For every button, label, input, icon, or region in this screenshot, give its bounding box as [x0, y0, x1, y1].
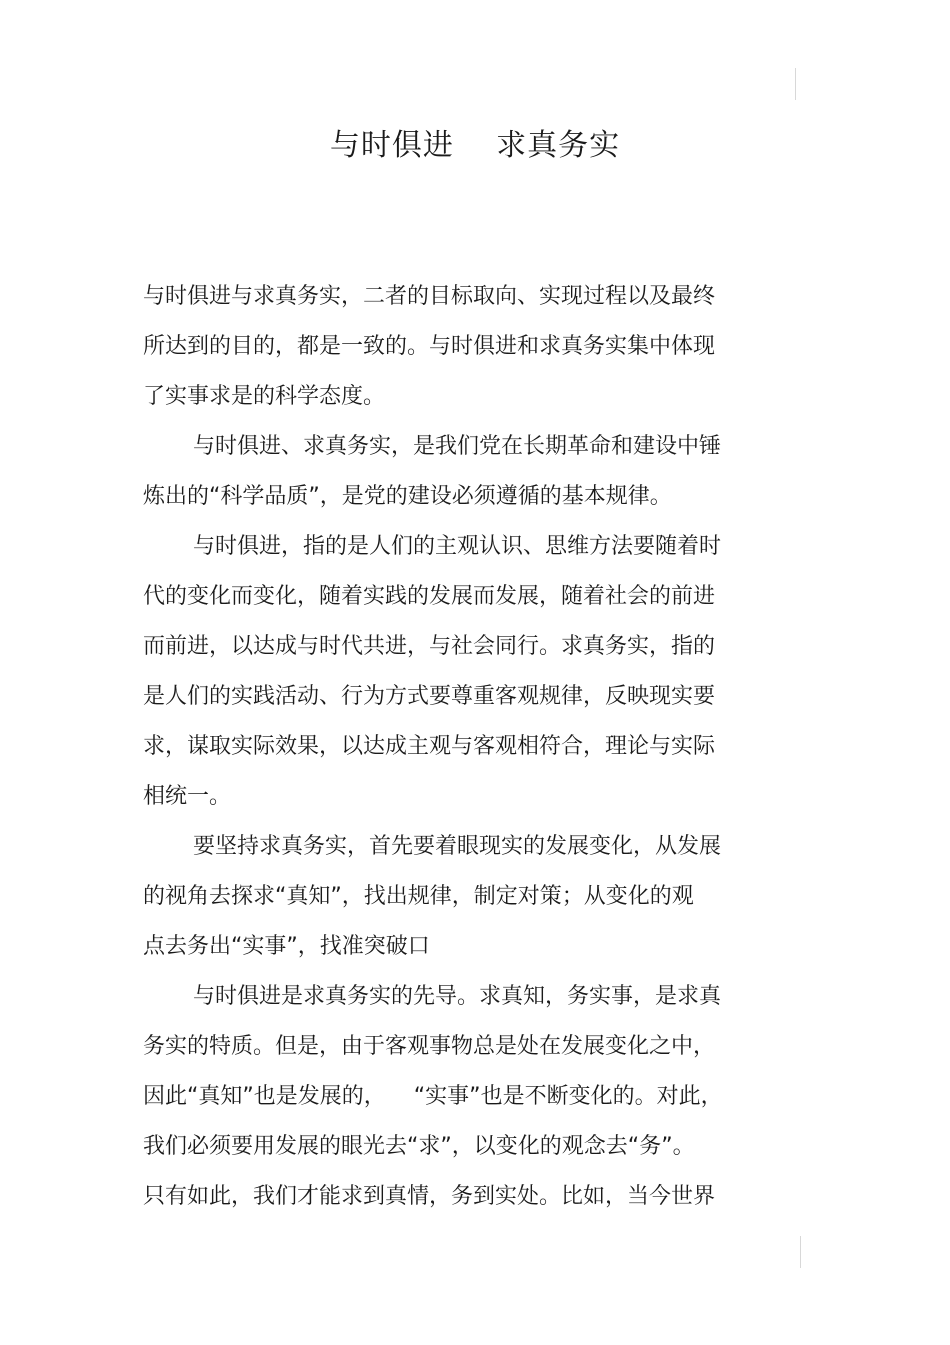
document-body — [143, 272, 783, 1222]
text-line-9: 是人们的实践活动、行为方式要尊重客观规律，反映现实要 — [143, 684, 716, 709]
text-line-15: 与时俱进是求真务实的先导。求真知，务实事，是求真 — [193, 984, 722, 1009]
page-edge-mark-top — [795, 68, 796, 100]
text-line-8: 而前进，以达成与时代共进，与社会同行。求真务实，指的 — [143, 634, 716, 659]
text-line-7: 代的变化而变化，随着实践的发展而发展，随着社会的前进 — [143, 584, 716, 609]
text-line-6: 与时俱进，指的是人们的主观认识、思维方法要随着时 — [193, 534, 722, 559]
text-line-1: 与时俱进与求真务实，二者的目标取向、实现过程以及最终 — [143, 284, 716, 309]
text-line-12: 要坚持求真务实，首先要着眼现实的发展变化，从发展 — [193, 834, 722, 859]
text-line-5: 炼出的“科学品质”，是党的建设必须遵循的基本规律。 — [143, 484, 672, 509]
text-line-2: 所达到的目的，都是一致的。与时俱进和求真务实集中体现 — [143, 334, 716, 359]
text-line-3: 了实事求是的科学态度。 — [143, 384, 386, 409]
text-line-13: 的视角去探求“真知”，找出规律，制定对策；从变化的观 — [143, 884, 694, 909]
text-line-19: 只有如此，我们才能求到真情，务到实处。比如，当今世界 — [143, 1184, 716, 1209]
text-line-16: 务实的特质。但是，由于客观事物总是处在发展变化之中， — [143, 1034, 716, 1059]
text-line-4: 与时俱进、求真务实，是我们党在长期革命和建设中锤 — [193, 434, 722, 459]
text-line-18: 我们必须要用发展的眼光去“求”，以变化的观念去“务”。 — [143, 1134, 695, 1159]
text-line-10: 求，谋取实际效果，以达成主观与客观相符合，理论与实际 — [143, 734, 716, 759]
text-line-17: 因此“真知”也是发展的， “实事”也是不断变化的。对此， — [143, 1084, 723, 1109]
text-line-14: 点去务出“实事”，找准突破口 — [143, 934, 430, 959]
page-edge-mark-bottom — [800, 1236, 801, 1268]
text-line-11: 相统一。 — [143, 784, 232, 809]
page-title: 与时俱进 求真务实 — [329, 128, 621, 163]
